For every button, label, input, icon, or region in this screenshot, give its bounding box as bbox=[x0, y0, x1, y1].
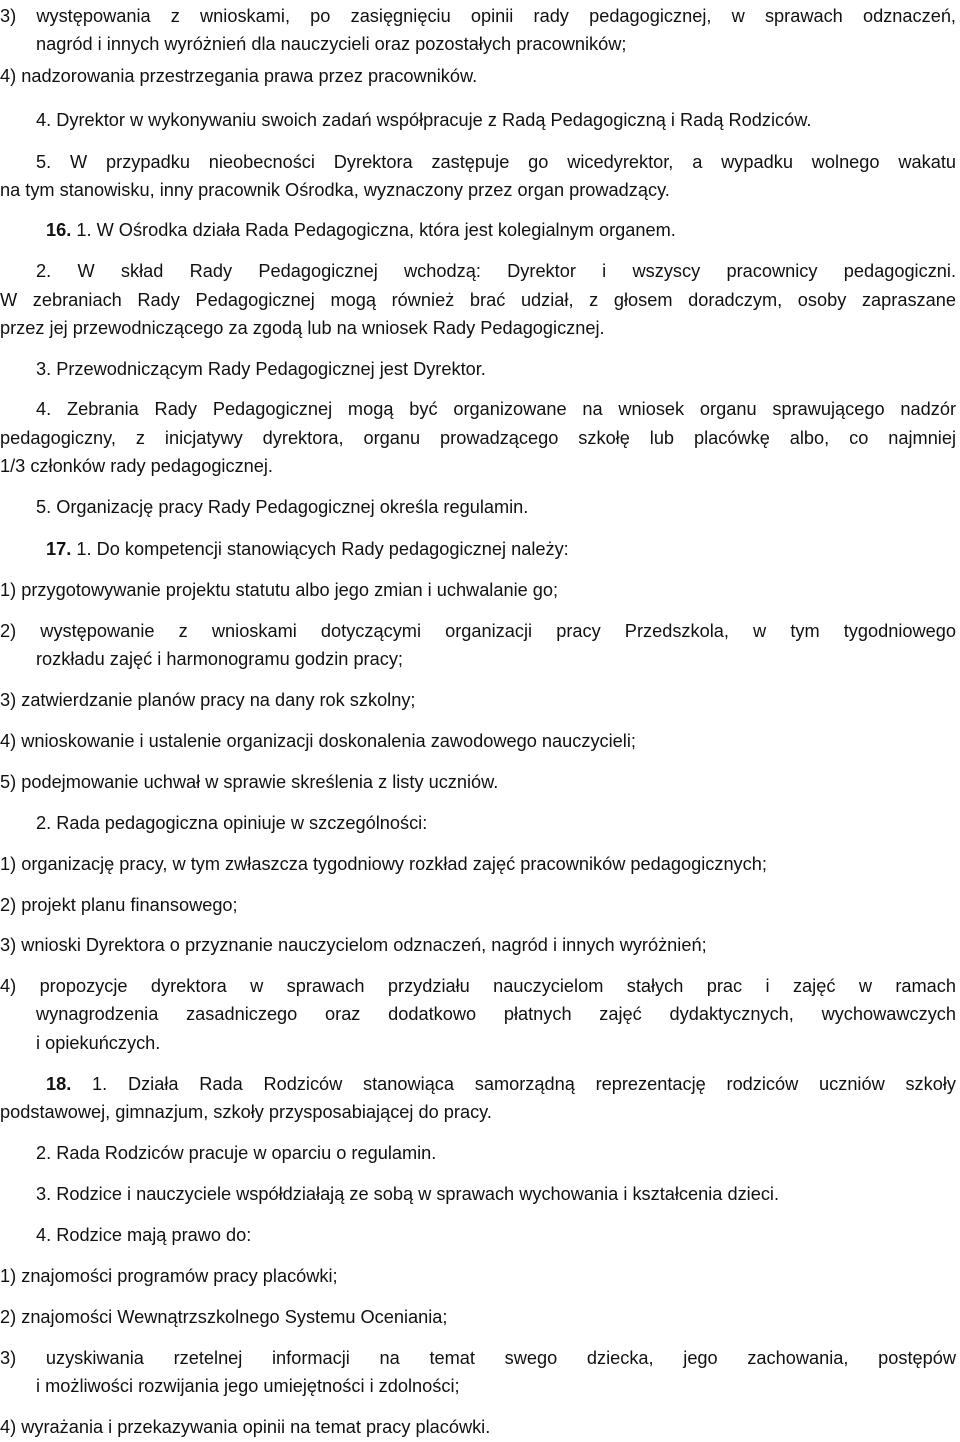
text-line: 5. Organizację pracy Rady Pedagogicznej określa regulamin. bbox=[36, 497, 529, 517]
text-line: na tym stanowisku, inny pracownik Ośrodka, wyznaczony przez organ prowadzący. bbox=[0, 180, 670, 200]
list-item: 4) wnioskowanie i ustalenie organizacji doskonalenia zawodowego nauczycieli; bbox=[0, 731, 636, 751]
list-item: 1) organizację pracy, w tym zwłaszcza tygodniowy rozkład zajęć pracowników pedagogicznych; bbox=[0, 854, 767, 874]
text-line: W zebraniach Rady Pedagogicznej mogą również brać udział, z głosem doradczym, osoby zapraszane bbox=[0, 290, 956, 310]
list-item-continued: i opiekuńczych. bbox=[36, 1033, 161, 1053]
text-line: 1. W Ośrodka działa Rada Pedagogiczna, która jest kolegialnym organem. bbox=[76, 220, 676, 240]
text-line: 4) nadzorowania przestrzegania prawa przez pracowników. bbox=[0, 66, 478, 86]
text-line: 2. Rada pedagogiczna opiniuje w szczególności: bbox=[36, 813, 428, 833]
paragraph-18 bbox=[36, 1071, 956, 1097]
list-item: 1) znajomości programów pracy placówki; bbox=[0, 1266, 338, 1286]
text-line: przez jej przewodniczącego za zgodą lub na wniosek Rady Pedagogicznej. bbox=[0, 318, 605, 338]
list-item: 2) występowanie z wnioskami dotyczącymi organizacji pracy Przedszkola, w tym tygodniowego bbox=[0, 621, 956, 641]
list-item: 4) propozycje dyrektora w sprawach przydziału nauczycielom stałych prac i zajęć w ramach bbox=[0, 976, 956, 996]
paragraph-16 bbox=[36, 217, 956, 243]
text-line: 3. Przewodniczącym Rady Pedagogicznej jest Dyrektor. bbox=[36, 359, 486, 379]
list-item: 1) przygotowywanie projektu statutu albo jego zmian i uchwalanie go; bbox=[0, 580, 559, 600]
list-item: 3) wnioski Dyrektora o przyznanie nauczycielom odznaczeń, nagród i innych wyróżnień; bbox=[0, 935, 707, 955]
paragraph-number: 16. bbox=[46, 220, 72, 240]
list-item-continued: i możliwości rozwijania jego umiejętności i zdolności; bbox=[36, 1376, 460, 1396]
text-line: 3) występowania z wnioskami, po zasięgnięciu opinii rady pedagogicznej, w sprawach odznaczeń, bbox=[0, 6, 956, 26]
list-item: 3) zatwierdzanie planów pracy na dany rok szkolny; bbox=[0, 690, 416, 710]
text-line: 3. Rodzice i nauczyciele współdziałają ze sobą w sprawach wychowania i kształcenia dzieci. bbox=[36, 1184, 780, 1204]
paragraph-17 bbox=[36, 536, 956, 562]
text-line: 1. Działa Rada Rodziców stanowiąca samorządną reprezentację rodziców uczniów szkoły bbox=[92, 1074, 956, 1094]
text-line: nagród i innych wyróżnień dla nauczycieli oraz pozostałych pracowników; bbox=[36, 34, 627, 54]
list-item: 3) uzyskiwania rzetelnej informacji na temat swego dziecka, jego zachowania, postępów bbox=[0, 1348, 956, 1368]
text-line: 2. Rada Rodziców pracuje w oparciu o regulamin. bbox=[36, 1143, 437, 1163]
list-item-continued: wynagrodzenia zasadniczego oraz dodatkowo płatnych zajęć dydaktycznych, wychowawczych bbox=[36, 1004, 956, 1024]
text-line: 4. Dyrektor w wykonywaniu swoich zadań współpracuje z Radą Pedagogiczną i Radą Rodziców. bbox=[36, 110, 812, 130]
list-item: 2) znajomości Wewnątrzszkolnego Systemu Oceniania; bbox=[0, 1307, 448, 1327]
text-line: 1/3 członków rady pedagogicznej. bbox=[0, 456, 273, 476]
text-line: podstawowej, gimnazjum, szkoły przysposabiającej do pracy. bbox=[0, 1102, 492, 1122]
paragraph-number: 18. bbox=[46, 1074, 72, 1094]
text-line: 5. W przypadku nieobecności Dyrektora zastępuje go wicedyrektor, a wypadku wolnego wakatu bbox=[36, 152, 956, 172]
text-line: 4. Zebrania Rady Pedagogicznej mogą być organizowane na wniosek organu sprawującego nadzór bbox=[36, 399, 956, 419]
list-item: 5) podejmowanie uchwał w sprawie skreślenia z listy uczniów. bbox=[0, 772, 499, 792]
text-line: pedagogiczny, z inicjatywy dyrektora, organu prowadzącego szkołę lub placówkę albo, co najmniej bbox=[0, 428, 956, 448]
list-item-continued: rozkładu zajęć i harmonogramu godzin pracy; bbox=[36, 649, 403, 669]
list-item: 4) wyrażania i przekazywania opinii na temat pracy placówki. bbox=[0, 1417, 491, 1437]
paragraph-number: 17. bbox=[46, 539, 72, 559]
text-line: 2. W skład Rady Pedagogicznej wchodzą: Dyrektor i wszyscy pracownicy pedagogiczni. bbox=[36, 261, 956, 281]
text-line: 4. Rodzice mają prawo do: bbox=[36, 1225, 252, 1245]
list-item: 2) projekt planu finansowego; bbox=[0, 895, 238, 915]
text-line: 1. Do kompetencji stanowiących Rady pedagogicznej należy: bbox=[76, 539, 569, 559]
